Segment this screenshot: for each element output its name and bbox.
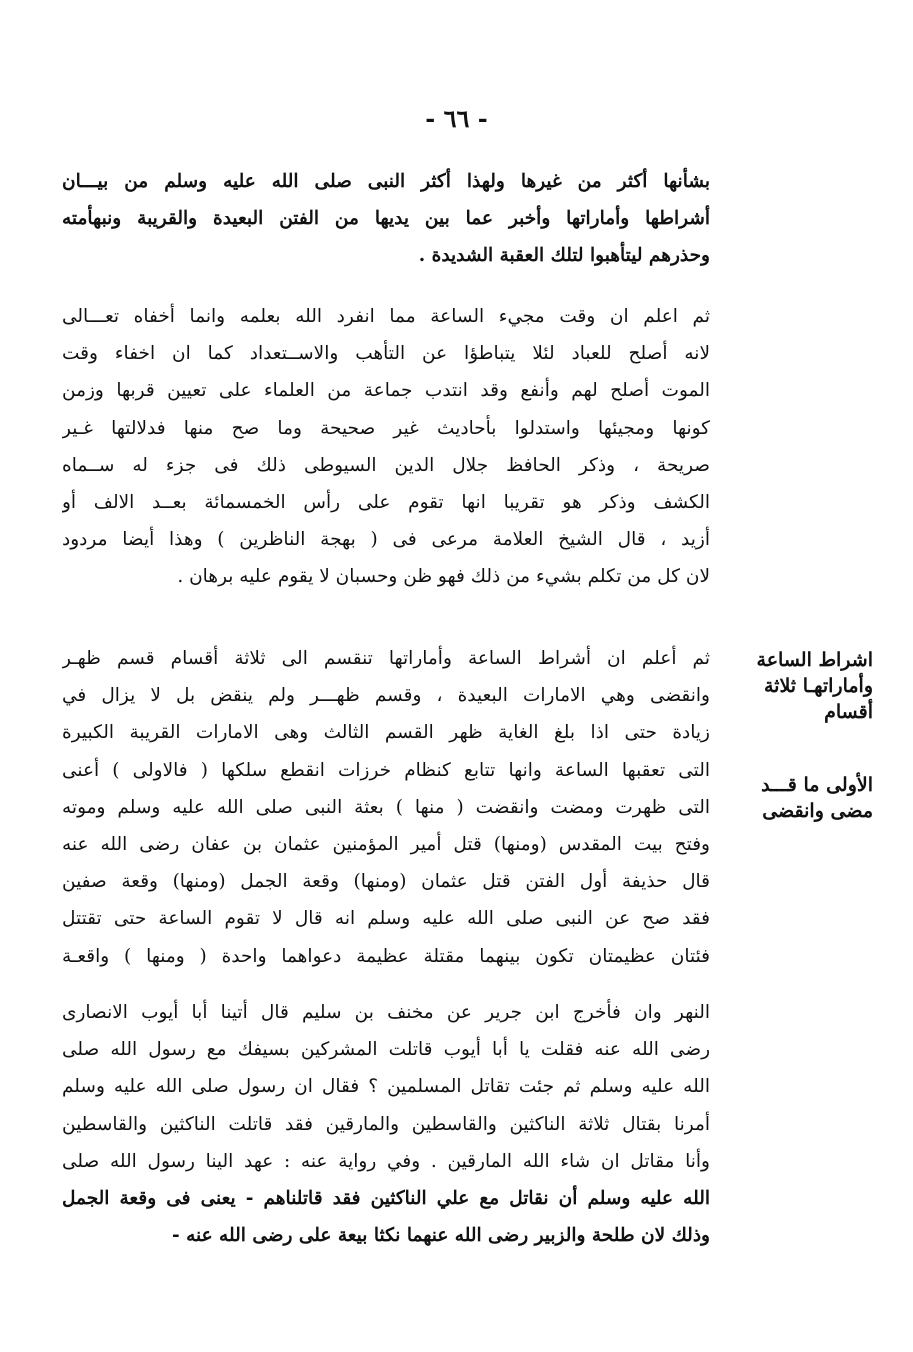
text-line: زيادة حتى اذا بلغ الغاية ظهر القسم الثالث وهى الامارات القريبة الكبيرة xyxy=(62,722,710,744)
text-line: رضى الله عنه فقلت يا أبا أيوب قاتلت المشركين بسيفك مع رسول الله صلى xyxy=(62,1039,710,1061)
margin-note-signs-divisions xyxy=(725,647,873,725)
text-line: التى ظهرت ومضت وانقضت ( منها ) بعثة النبى صلى الله عليه وسلم وموته xyxy=(62,796,710,818)
text-line: الله عليه وسلم ثم جئت تقاتل المسلمين ؟ فقال ان رسول صلى الله عليه وسلم xyxy=(62,1076,710,1098)
margin-note-first-passed xyxy=(725,772,873,824)
text-line: صريحة ، وذكر الحافظ جلال الدين السيوطى ذلك فى جزء له ســماه xyxy=(62,454,710,476)
margin-note-line: مضى وانقضى xyxy=(762,800,873,822)
paragraph-1 xyxy=(62,163,710,275)
text-line: أزيد ، قال الشيخ العلامة مرعى فى ( بهجة الناظرين ) وهذا أيضا مردود xyxy=(62,529,710,551)
margin-note-line: اشراط الساعة xyxy=(756,649,873,671)
text-line: ثم اعلم ان وقت مجيء الساعة مما انفرد الله بعلمه وانما أخفاه تعـــالى xyxy=(62,306,710,327)
text-line: ثم أعلم ان أشراط الساعة وأماراتها تنقسم الى ثلاثة أقسام قسم ظهـر xyxy=(62,648,710,669)
page-number: - ٦٦ - xyxy=(425,104,488,133)
text-line: فقد صح عن النبى صلى الله عليه وسلم انه قال لا تقوم الساعة حتى تقتتل xyxy=(62,908,710,930)
text-line: أشراطها وأماراتها وأخبر عما بين يديها من الفتن البعيدة والقريبة ونبهأمته xyxy=(62,208,710,230)
text-line: النهر وان فأخرج ابن جرير عن مخنف بن سليم قال أتينا أبا أيوب الانصارى xyxy=(62,1002,710,1023)
margin-note-line: وأماراتهـا ثلاثة xyxy=(764,675,873,697)
text-line: وذلك لان طلحة والزبير رضى الله عنهما نكثا بيعة على رضى الله عنه - xyxy=(171,1225,710,1247)
text-line: أمرنا بقتال ثلاثة الناكثين والقاسطين والمارقين فقد قاتلت الناكثين والقاسطين xyxy=(62,1113,710,1135)
text-line: وحذرهم ليتأهبوا لتلك العقبة الشديدة . xyxy=(418,245,710,267)
text-line: لانه أصلح للعباد لئلا يتباطؤا عن التأهب والاســتعداد كما ان اخفاء وقت xyxy=(62,343,710,365)
text-line: بشأنها أكثر من غيرها ولهذا أكثر النبى صلى الله عليه وسلم من بيـــان xyxy=(62,171,710,192)
text-line: كونها ومجيئها واستدلوا بأحاديث غير صحيحة وما صح منها فدلالتها غـير xyxy=(62,417,710,439)
text-line: وفتح بيت المقدس (ومنها) قتل أمير المؤمنين عثمان بن عفان رضى الله عنه xyxy=(62,833,710,855)
margin-note-line: الأولى ما قـــد xyxy=(761,774,873,796)
text-line: التى تعقبها الساعة وانها تتابع كنظام خرزات انقطع سلكها ( فالاولى ) أعنى xyxy=(62,759,710,781)
paragraph-3 xyxy=(62,640,710,975)
margin-note-line: أقسام xyxy=(824,701,873,723)
text-line: الكشف وذكر هو تقريبا انها تقوم على رأس الخمسمائة بعــد الالف أو xyxy=(62,491,710,513)
text-line: فئتان عظيمتان تكون بينهما مقتلة عظيمة دعواهما واحدة ( ومنها ) واقعـة xyxy=(62,945,710,967)
paragraph-2 xyxy=(62,298,710,596)
text-line: قال حذيفة أول الفتن قتل عثمان (ومنها) وقعة الجمل (ومنها) وقعة صفين xyxy=(62,871,710,893)
text-line: لان كل من تكلم بشيء من ذلك فهو ظن وحسبان لا يقوم عليه برهان . xyxy=(177,566,710,588)
text-line: الله عليه وسلم أن نقاتل مع علي الناكثين فقد قاتلناهم - يعنى فى وقعة الجمل xyxy=(62,1187,710,1209)
text-line: الموت أصلح لهم وأنفع وقد انتدب جماعة من العلماء على تعيين قربها وزمن xyxy=(62,380,710,402)
paragraph-4 xyxy=(62,994,710,1254)
text-line: وأنا مقاتل ان شاء الله المارقين . وفي رواية عنه : عهد الينا رسول الله صلى xyxy=(62,1150,710,1172)
text-line: وانقضى وهي الامارات البعيدة ، وقسم ظهـــر ولم ينقض بل لا يزال في xyxy=(62,685,710,707)
